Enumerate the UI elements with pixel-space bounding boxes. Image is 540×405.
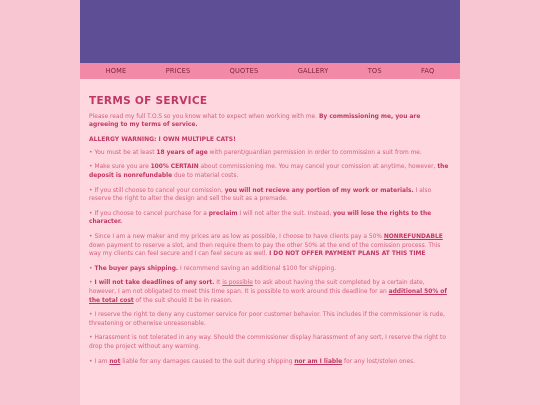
tos-item-age: • You must be at least 18 years of age with parent/guardian permission in order to commission a suit from me. — [89, 149, 422, 156]
tos-item-deadlines: • I will not take deadlines of any sort. It is possible to ask about having the suit completed by a certain date, however, I am not obligated to meet this time span. It is possible to work around this deadline for an additional 50% of the total cost of the suit should it be in reason. — [89, 280, 447, 304]
intro-part-2: By commissioning me, you are agreeing to my terms of service. — [89, 114, 421, 129]
tos-bold: NONREFUNDABLE — [383, 233, 443, 240]
tos-text: is possible — [222, 280, 253, 287]
header-banner — [80, 0, 460, 63]
tos-bold: not — [109, 358, 121, 365]
tos-item-shipping: • The buyer pays shipping. I recommend saving an additional $100 for shipping. — [89, 265, 337, 272]
page-title: TERMS OF SERVICE — [89, 95, 208, 107]
tos-text: for any lost/stolen ones. — [342, 358, 416, 365]
tos-text: liable for any damages caused to the suit during shipping — [120, 358, 295, 365]
main-nav — [80, 63, 460, 79]
tos-item-payment: • Since I am a new maker and my prices are as low as possible, I choose to have clients pay a 50% NONREFUNDABLE down payment to reserve a slot, and then require them to pay the other 50% at the end of the comission process. This way my clients can feel secure and I can feel secure as well. I DO NOT OFFER PAYMENT PLANS AT THIS TIME — [89, 233, 443, 258]
tos-text: I reserve the right to deny any customer service for poor customer behavior. This includes if the commissioner is rude, threatening or otherwise unreasonable. — [89, 312, 446, 327]
tos-bold: 18 years of age — [156, 149, 208, 156]
tos-text: I am — [94, 358, 110, 365]
tos-text: down payment to reserve a slot, and then require them to pay the other 50% at the end of the comission process. This way my clients can feel secure and I can feel secure as well. — [89, 242, 441, 258]
tos-item-liability: • I am not liable for any damages caused to the suit during shipping nor am I liable for any lost/stolen ones. — [89, 358, 416, 365]
tos-bold: you will not recieve any portion of my work or materials. — [224, 187, 414, 194]
tos-text: with parent/guardian permission in order to commission a suit from me. — [207, 149, 422, 156]
nav-home[interactable]: HOME — [105, 67, 127, 75]
tos-item-harassment: • Harassment is not tolerated in any way. Should the commissioner display harassment of any sort, I reserve the right to drop the project without any warning. — [89, 335, 446, 350]
page — [80, 0, 460, 405]
tos-content — [80, 79, 460, 366]
allergy-warning: ALLERGY WARNING: I OWN MULTIPLE CATS! — [89, 135, 236, 143]
tos-text: If you choose to cancel purchase for a — [94, 210, 209, 217]
tos-text: I recommend saving an additional $100 for shipping. — [178, 265, 337, 272]
tos-item-preclaim: • If you choose to cancel purchase for a preclaim I will not alter the suit. Instead, you will lose the rights to the character. — [89, 210, 432, 226]
tos-text: of the suit should it be in reason. — [133, 297, 233, 304]
tos-text: Since I am a new maker and my prices are as low as possible, I choose to have clients pay a 50% — [94, 233, 384, 240]
tos-text: about commissioning me. You may cancel your comission at anytime, however, — [198, 164, 438, 171]
intro-part-1: Please read my full T.O.S so you know what to expect when working with me. — [89, 114, 319, 120]
tos-text: I will not alter the suit. Instead, — [237, 210, 334, 217]
nav-faq[interactable]: FAQ — [420, 67, 435, 75]
tos-text: I also reserve the right to alter the design and sell the suit as a premade. — [89, 187, 432, 203]
tos-text: Harassment is not tolerated in any way. Should the commissioner display harassment of any sort, I reserve the right to drop the project without any warning. — [89, 335, 446, 350]
tos-item-deny: • I reserve the right to deny any customer service for poor customer behavior. This includes if the commissioner is rude, threatening or otherwise unreasonable. — [89, 312, 446, 327]
tos-bold: additional 50% of the total cost — [89, 288, 447, 304]
tos-bold: The buyer pays shipping. — [94, 265, 179, 272]
tos-bold: preclaim — [208, 210, 238, 217]
tos-text: It — [214, 280, 223, 287]
tos-text: due to material costs. — [172, 173, 239, 179]
nav-prices[interactable]: PRICES — [165, 67, 191, 75]
tos-bold: 100% CERTAIN — [150, 164, 199, 171]
tos-list — [89, 149, 451, 366]
tos-text: If you still choose to cancel your comission, — [94, 187, 225, 194]
intro-text — [89, 113, 451, 130]
tos-bold: I will not take deadlines of any sort. — [94, 280, 215, 287]
tos-text: You must be at least — [94, 149, 157, 156]
nav-quotes[interactable]: QUOTES — [229, 67, 259, 75]
tos-item-cancel: • If you still choose to cancel your comission, you will not recieve any portion of my work or materials. I also reserve the right to alter the design and sell the suit as a premade. — [89, 187, 432, 203]
tos-bold: nor am I liable — [294, 358, 343, 365]
tos-text: to ask about having the suit completed by a certain date, however, I am not obligated to meet this time span. It is possible to work around this deadline for an — [89, 280, 425, 295]
nav-tos[interactable]: TOS — [367, 67, 382, 75]
tos-item-certain: • Make sure you are 100% CERTAIN about commissioning me. You may cancel your comission at anytime, however, the deposit is nonrefundable due to material costs. — [89, 164, 449, 179]
tos-bold: I DO NOT OFFER PAYMENT PLANS AT THIS TIME — [269, 251, 426, 258]
tos-bold: you will lose the rights to the character. — [89, 210, 432, 226]
nav-gallery[interactable]: GALLERY — [297, 67, 329, 75]
tos-bold: the deposit is nonrefundable — [89, 164, 449, 179]
tos-text: Make sure you are — [94, 164, 151, 171]
